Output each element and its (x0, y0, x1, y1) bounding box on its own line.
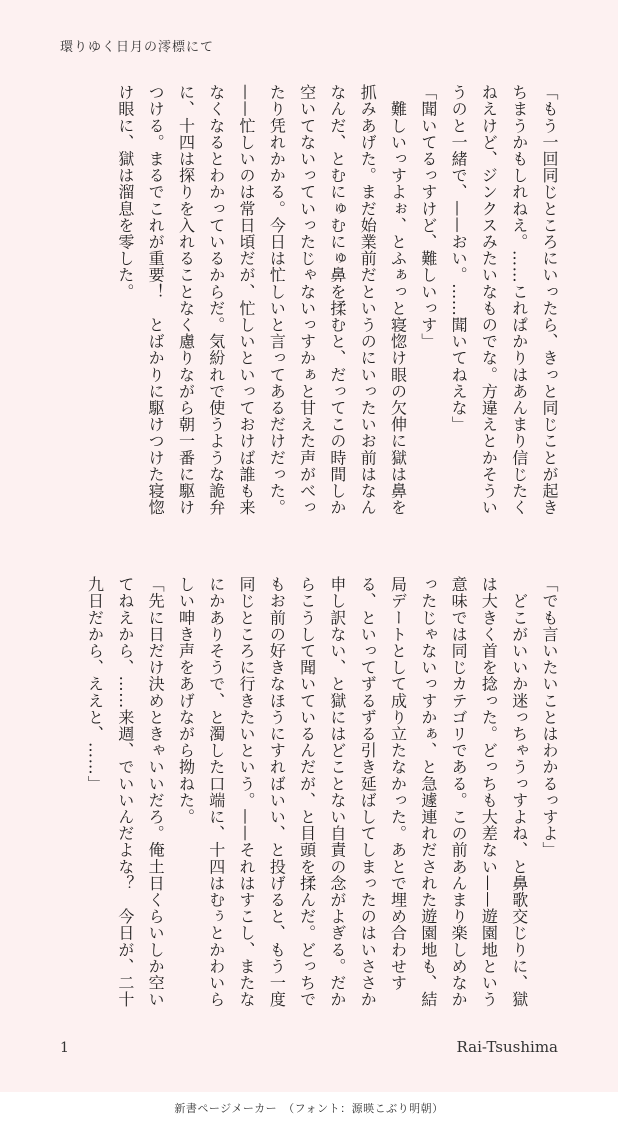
paragraph: どこがいいか迷っちゃうっすよね、と鼻歌交じりに、獄は大きく首を捻った。どっちも大差ない——遊園地という意味では同じカテゴリである。この前あんまり楽しめなかったじゃないっすかぁ、と急遽連れだされた遊園地も、結局デートとして成り立たなかった。あとで埋め合わせする、といってずるずる引き延ばしてしまったのはいささか申し訳ない、と獄にはどことない自責の念がよぎる。だからこうして聞いているんだが、と目頭を揉んだ。どっちでもお前の好きなほうにすればいい、と投げると、もう一度同じところに行きたいという。——それはすこし、またなにかありそうで、と濁した口端に、十四はむぅとかわいらしい呻き声をあげながら拗ねた。 (176, 576, 529, 1008)
lower-text-block (56, 576, 564, 1016)
paragraph: 難しいっすよぉ、とふぁっと寝惚け眼の欠伸に獄は鼻を抓みあげた。まだ始業前だというのにいったいお前はなんなんだ、とむにゅむにゅ鼻を揉むと、だってこの時間しか空いてないっていったじゃないっすかぁと甘えた声がべったり凭れかかる。今日は忙しいと言ってあるだけだった。——忙しいのは常日頃だが、忙しいといっておけば誰も来なくなるとわかっているからだ。気紛れで使うような詭弁に、十四は探りを入れることなく慮りながら朝一番に駆けつける。まるでこれが重要！ とばかりに駆けつけた寝惚け眼に、獄は溜息を零した。 (115, 84, 408, 516)
paragraph: 「聞いてるっすけど、難しいっす」 (418, 84, 438, 350)
footer-credit: 新書ページメーカー （フォント：源暎こぶり明朝） (174, 1102, 444, 1115)
upper-text-block (56, 84, 564, 524)
paragraph: 「先に日だけ決めときゃいいだろ。俺土日くらいしか空いてねえから、……来週、でいいんだよな？ 今日が、二十九日だから、ええと、……」 (85, 576, 166, 1008)
author-name: Rai-Tsushima (456, 1038, 558, 1056)
paragraph: 「もう一回同じところにいったら、きっと同じことが起きちまうかもしれねえ。……これぱかりはあんまり信じたくねえけど、ジンクスみたいなものでな。方違えとかそういうのと一緒で、——おい。……聞いてねえな」 (449, 84, 559, 516)
paragraph: 「でも言いたいことはわかるっすよ」 (540, 576, 559, 859)
page-number: 1 (60, 1040, 69, 1056)
page-title: 環りゆく日月の澪標にて (60, 40, 215, 55)
